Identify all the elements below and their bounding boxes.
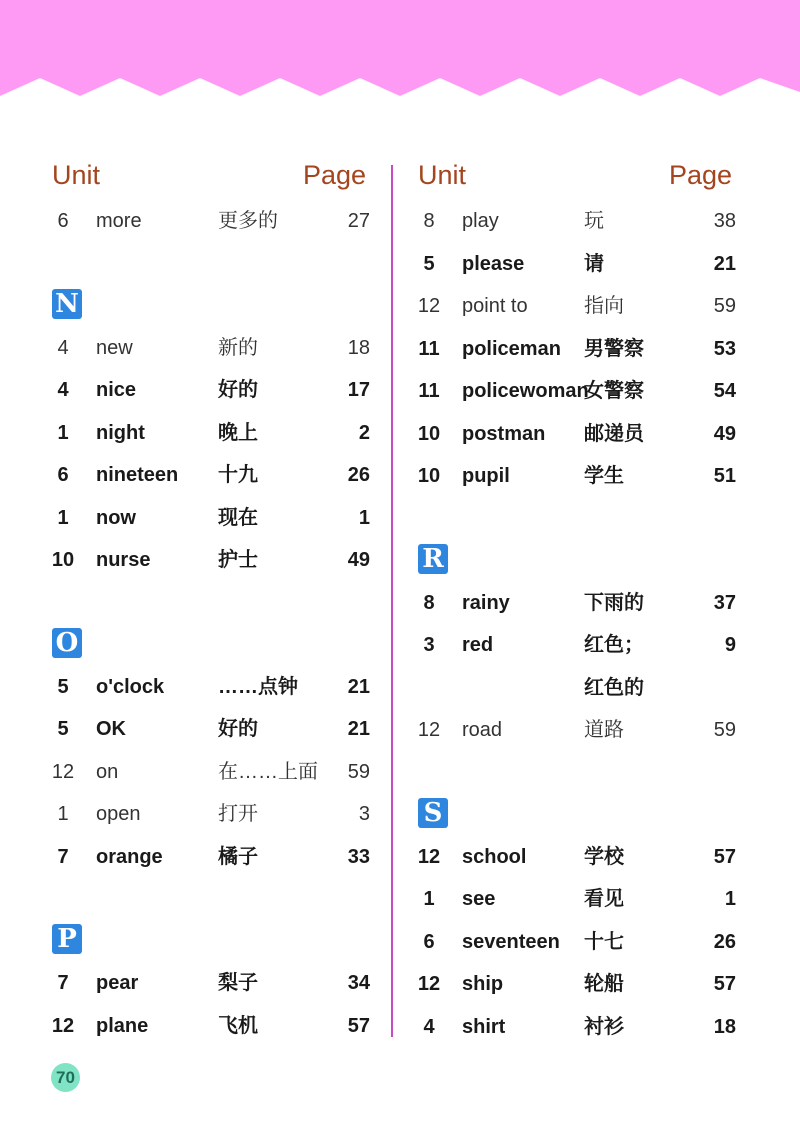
unit-number: 11 bbox=[418, 380, 440, 402]
decorative-banner bbox=[0, 0, 800, 110]
word-entry bbox=[416, 328, 736, 371]
unit-number: 12 bbox=[417, 973, 441, 995]
page-ref: 59 bbox=[713, 295, 736, 317]
page-ref: 3 bbox=[358, 803, 370, 825]
english-word: ship bbox=[462, 973, 504, 995]
page-number-badge: 70 bbox=[51, 1063, 80, 1092]
unit-number: 12 bbox=[417, 295, 441, 317]
english-word: pear bbox=[96, 972, 139, 994]
unit-number: 10 bbox=[417, 422, 441, 445]
chinese-meaning: 轮船 bbox=[584, 973, 624, 995]
page-ref: 54 bbox=[713, 380, 736, 402]
page-ref: 9 bbox=[724, 634, 736, 656]
word-entry bbox=[50, 412, 370, 455]
page-ref: 57 bbox=[713, 845, 736, 868]
unit-heading: Unit bbox=[52, 160, 101, 190]
unit-number: 6 bbox=[423, 930, 435, 953]
unit-number: 1 bbox=[57, 803, 69, 825]
section-letter-badge: O bbox=[52, 628, 82, 658]
page-ref: 1 bbox=[724, 888, 736, 910]
english-word: play bbox=[462, 210, 499, 232]
chinese-meaning: 护士 bbox=[218, 549, 258, 571]
chinese-meaning: 好的 bbox=[218, 379, 258, 401]
page-ref: 38 bbox=[713, 210, 736, 232]
unit-number: 12 bbox=[51, 760, 75, 783]
page-ref: 21 bbox=[347, 675, 370, 698]
section-letter-badge: R bbox=[418, 544, 448, 574]
page-ref: 57 bbox=[347, 1014, 370, 1037]
page-ref: 26 bbox=[347, 464, 370, 486]
unit-number: 10 bbox=[417, 465, 441, 487]
unit-number: 3 bbox=[423, 634, 435, 656]
word-entry bbox=[416, 709, 736, 752]
english-word: on bbox=[96, 760, 119, 783]
page-ref: 17 bbox=[347, 379, 370, 401]
english-word: please bbox=[462, 252, 525, 275]
chinese-meaning: 男警察 bbox=[584, 337, 644, 360]
word-entry bbox=[50, 454, 370, 497]
chinese-meaning: 好的 bbox=[218, 718, 258, 740]
word-entry bbox=[50, 539, 370, 582]
word-entry bbox=[50, 793, 370, 836]
english-word: open bbox=[96, 803, 141, 825]
section-gap bbox=[50, 878, 370, 920]
word-entry bbox=[416, 921, 736, 964]
chinese-meaning: 现在 bbox=[218, 506, 258, 529]
english-word: shirt bbox=[462, 1015, 506, 1038]
word-entry bbox=[50, 327, 370, 370]
word-entry bbox=[416, 455, 736, 498]
page-ref: 2 bbox=[358, 421, 370, 444]
page-ref: 49 bbox=[347, 549, 370, 571]
unit-number: 8 bbox=[423, 210, 435, 232]
section-letter-badge: S bbox=[418, 798, 448, 828]
page-ref: 59 bbox=[713, 719, 736, 741]
unit-number: 1 bbox=[57, 421, 69, 444]
unit-number: 5 bbox=[57, 718, 69, 740]
chinese-meaning: 请 bbox=[584, 252, 604, 275]
unit-number: 5 bbox=[423, 252, 435, 275]
english-word: o'clock bbox=[96, 675, 165, 698]
letter-section bbox=[416, 540, 736, 582]
word-entry bbox=[50, 666, 370, 709]
word-entry bbox=[50, 708, 370, 751]
page-ref: 27 bbox=[347, 210, 370, 232]
chinese-meaning: 更多的 bbox=[218, 210, 278, 232]
english-word: policewoman bbox=[462, 380, 589, 402]
letter-section bbox=[50, 285, 370, 327]
section-gap bbox=[416, 498, 736, 540]
unit-number: 6 bbox=[57, 464, 69, 486]
english-word: more bbox=[96, 210, 142, 232]
chinese-meaning: 看见 bbox=[584, 888, 624, 910]
page-ref: 37 bbox=[713, 591, 736, 614]
english-word: OK bbox=[96, 718, 126, 740]
page-heading: Page bbox=[302, 160, 366, 190]
letter-section bbox=[50, 624, 370, 666]
page-ref: 18 bbox=[347, 336, 370, 359]
word-entry bbox=[416, 200, 736, 243]
chinese-meaning: 飞机 bbox=[218, 1014, 258, 1037]
page-ref: 49 bbox=[713, 422, 736, 445]
unit-number: 4 bbox=[57, 336, 69, 359]
right-column bbox=[416, 150, 736, 1048]
english-word: new bbox=[96, 336, 133, 359]
left-header bbox=[50, 150, 370, 200]
chinese-meaning: 指向 bbox=[584, 295, 624, 317]
left-column bbox=[50, 150, 370, 1047]
word-entry bbox=[416, 624, 736, 709]
section-gap bbox=[50, 243, 370, 285]
unit-number: 8 bbox=[423, 591, 435, 614]
unit-number: 12 bbox=[417, 719, 441, 741]
english-word: seventeen bbox=[462, 930, 560, 953]
chinese-meaning: 女警察 bbox=[584, 380, 644, 402]
chinese-meaning: 橘子 bbox=[218, 845, 258, 868]
english-word: road bbox=[462, 719, 503, 741]
word-entry bbox=[50, 200, 370, 243]
unit-number: 10 bbox=[51, 549, 75, 571]
unit-number: 1 bbox=[423, 888, 435, 910]
word-entry bbox=[416, 370, 736, 413]
page-ref: 18 bbox=[713, 1015, 736, 1038]
english-word: see bbox=[462, 888, 496, 910]
english-word: policeman bbox=[462, 337, 561, 360]
english-word: nurse bbox=[96, 549, 151, 571]
unit-number: 1 bbox=[57, 506, 69, 529]
chinese-meaning: 新的 bbox=[218, 336, 258, 359]
page-ref: 21 bbox=[347, 718, 370, 740]
english-word: point to bbox=[462, 295, 528, 317]
column-divider bbox=[391, 165, 393, 1037]
page-ref: 26 bbox=[713, 930, 736, 953]
unit-number: 7 bbox=[57, 972, 69, 994]
english-word: plane bbox=[96, 1014, 149, 1037]
letter-section bbox=[416, 794, 736, 836]
unit-number: 12 bbox=[51, 1014, 75, 1037]
chinese-meaning: 梨子 bbox=[218, 972, 258, 994]
english-word: rainy bbox=[462, 591, 510, 614]
right-word-list bbox=[416, 200, 736, 1048]
word-entry bbox=[50, 962, 370, 1005]
section-letter-badge: N bbox=[52, 289, 82, 319]
word-entry bbox=[50, 1005, 370, 1048]
unit-number: 7 bbox=[57, 845, 69, 868]
left-word-list bbox=[50, 200, 370, 1047]
word-entry bbox=[416, 243, 736, 286]
page-ref: 34 bbox=[347, 972, 370, 994]
unit-number: 5 bbox=[57, 675, 69, 698]
unit-number: 12 bbox=[417, 845, 441, 868]
english-word: night bbox=[96, 421, 145, 444]
word-entry bbox=[50, 369, 370, 412]
word-entry bbox=[416, 582, 736, 625]
page-ref: 51 bbox=[713, 465, 736, 487]
chinese-meaning: 红色； 红色的 bbox=[584, 634, 644, 699]
english-word: red bbox=[462, 634, 494, 656]
chinese-meaning: 学校 bbox=[584, 845, 624, 868]
chinese-meaning: 打开 bbox=[218, 803, 258, 825]
unit-number: 11 bbox=[418, 337, 440, 360]
word-entry bbox=[416, 836, 736, 879]
section-gap bbox=[50, 582, 370, 624]
english-word: postman bbox=[462, 422, 546, 445]
chinese-meaning: 晚上 bbox=[218, 421, 258, 444]
word-entry bbox=[416, 878, 736, 921]
page-ref: 53 bbox=[713, 337, 736, 360]
word-entry bbox=[416, 413, 736, 456]
word-entry bbox=[416, 963, 736, 1006]
word-entry bbox=[50, 836, 370, 879]
chinese-meaning: 十九 bbox=[218, 464, 258, 486]
word-entry bbox=[416, 285, 736, 328]
english-word: nineteen bbox=[96, 464, 179, 486]
chinese-meaning: 十七 bbox=[584, 930, 624, 953]
chinese-meaning: 在……上面 bbox=[218, 760, 318, 783]
chinese-meaning: ……点钟 bbox=[218, 675, 298, 698]
english-word: now bbox=[96, 506, 136, 529]
chinese-meaning: 衬衫 bbox=[584, 1015, 624, 1038]
chinese-meaning: 学生 bbox=[584, 465, 624, 487]
chinese-meaning: 邮递员 bbox=[584, 422, 644, 445]
chinese-meaning: 道路 bbox=[584, 719, 624, 741]
page-heading: Page bbox=[668, 160, 732, 190]
section-letter-badge: P bbox=[52, 924, 82, 954]
word-entry bbox=[50, 497, 370, 540]
page-ref: 33 bbox=[347, 845, 370, 868]
page-ref: 57 bbox=[713, 973, 736, 995]
unit-number: 4 bbox=[57, 379, 69, 401]
letter-section bbox=[50, 920, 370, 962]
section-gap bbox=[416, 752, 736, 794]
chinese-meaning: 玩 bbox=[584, 210, 604, 232]
page-ref: 1 bbox=[358, 506, 370, 529]
unit-number: 4 bbox=[423, 1015, 435, 1038]
english-word: orange bbox=[96, 845, 163, 868]
page-ref: 59 bbox=[347, 760, 370, 783]
page-ref: 21 bbox=[713, 252, 736, 275]
chinese-meaning: 下雨的 bbox=[584, 591, 644, 614]
right-header bbox=[416, 150, 736, 200]
unit-number: 6 bbox=[57, 210, 69, 232]
english-word: school bbox=[462, 845, 527, 868]
english-word: pupil bbox=[462, 465, 510, 487]
unit-heading: Unit bbox=[418, 160, 467, 190]
word-entry bbox=[50, 751, 370, 794]
english-word: nice bbox=[96, 379, 137, 401]
word-entry bbox=[416, 1006, 736, 1049]
